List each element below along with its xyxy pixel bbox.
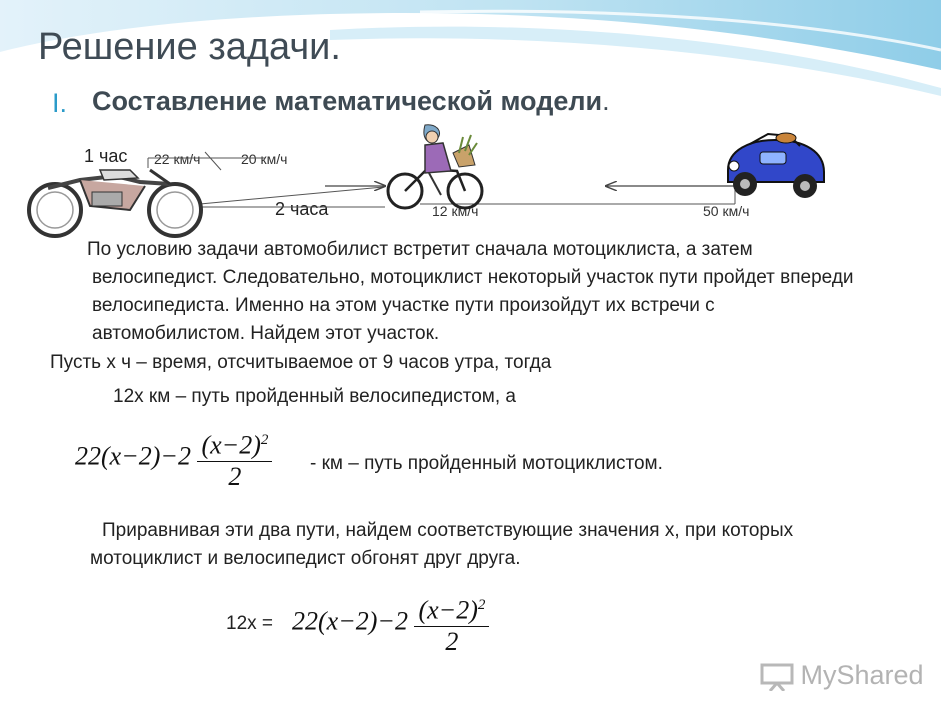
equation-lhs: 12х = [226,613,274,634]
formula-fraction [197,425,272,492]
formula-numerator: (x−2) [201,430,261,460]
moto-speed-b-label: 20 км/ч [241,151,288,167]
moto-speed-a-label: 22 км/ч [154,151,201,167]
motorcycle-icon [20,162,210,240]
section-heading-dot: . [602,86,610,116]
section-heading [92,86,610,117]
formula-numerator-2: (x−2) [418,595,478,625]
formula-fraction-2 [414,590,489,657]
formula-motorcyclist [75,425,272,492]
bike-speed-label: 12 км/ч [432,203,479,219]
formula-denominator: 2 [228,461,242,491]
car-speed-label: 50 км/ч [703,203,750,219]
watermark [760,660,924,691]
paragraph-1: По условию задачи автомобилист встретит сначала мотоциклиста, а затем велосипедист. Следовательно, мотоциклист некоторый участок пути пройдет впереди велосипедиста. Именно на этом участке пути произойдут их встречи с автомобилистом. Найдем этот участок. [87,239,854,344]
paragraph-4: - км – путь пройденный мотоциклистом. [310,453,663,474]
formula-denominator-2: 2 [445,626,459,656]
formula-exponent-2: 2 [477,597,486,613]
formula-exponent: 2 [260,432,269,448]
paragraph-5: Приравнивая эти два пути, найдем соответствующие значения х, при которых мотоциклист и велосипедист обгонят друг друга. [90,520,794,569]
cyclist-icon [385,115,485,215]
slide-title: Решение задачи. [38,26,341,68]
formula-numerator-row [197,425,272,462]
formula-equation [292,590,489,657]
section-heading-text: Составление математической модели [92,86,603,116]
formula-lhs-2: 22(x−2)−2 [292,606,408,636]
moto-time-label: 1 час [84,146,128,166]
presentation-icon [760,661,796,691]
paragraph-2: Пусть х ч – время, отсчитываемое от 9 часов утра, тогда [50,352,552,373]
formula-lhs: 22(x−2)−2 [75,441,191,471]
paragraph-3: 12х км – путь пройденный велосипедистом, а [113,386,516,407]
section-numeral: I. [52,88,68,118]
bike-time-label: 2 часа [275,199,329,219]
formula-numerator-row-2 [414,590,489,627]
car-icon [720,130,830,200]
watermark-text: MyShared [800,660,924,690]
